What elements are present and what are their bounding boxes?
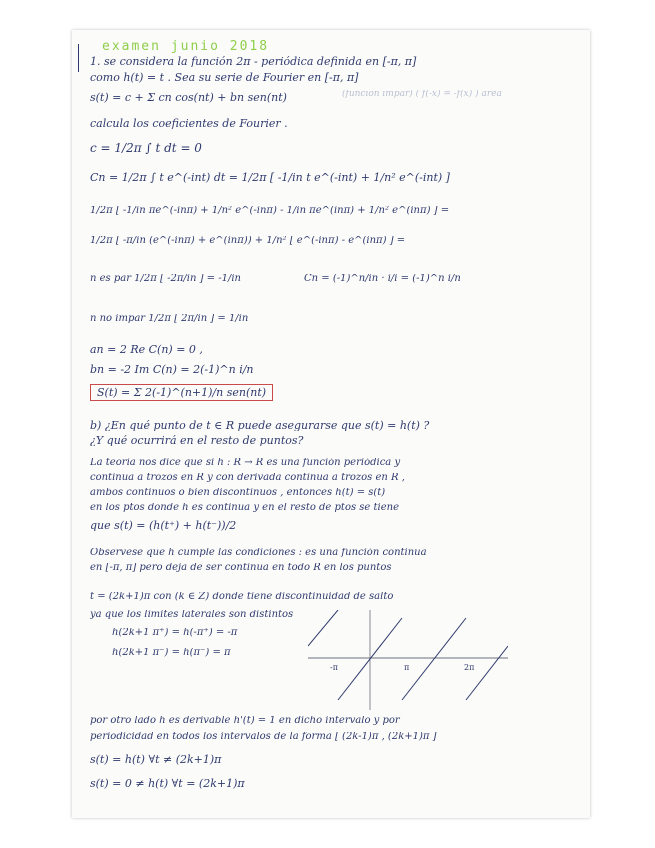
handwritten-line: La teoría nos dice que si h : R → R es una función periódica y <box>90 458 401 468</box>
handwritten-line: b) ¿En qué punto de t ∈ R puede asegurarse que s(t) = h(t) ? <box>90 420 430 431</box>
handwritten-line: periodicidad en todos los intervalos de la forma [ (2k-1)π , (2k+1)π ] <box>90 732 437 742</box>
handwritten-line: por otro lado h es derivable h'(t) = 1 en dicho intervalo y por <box>90 716 400 726</box>
handwritten-line: Cn = (-1)^n/in · i/i = (-1)^n i/n <box>304 274 461 284</box>
handwritten-line: Cn = 1/2π ∫ t e^(-int) dt = 1/2π [ -1/in t e^(-int) + 1/n² e^(-int) ] <box>90 172 450 183</box>
handwritten-line: calcula los coeficientes de Fourier . <box>90 118 288 129</box>
handwritten-line: c = 1/2π ∫ t dt = 0 <box>90 142 202 154</box>
margin-note: (función impar) ( f(-x) = -f(x) ) área <box>342 90 502 99</box>
sawtooth-graph <box>308 610 508 710</box>
handwritten-line: s(t) = c + Σ cn cos(nt) + bn sen(nt) <box>90 92 287 103</box>
margin-mark <box>78 44 79 72</box>
handwritten-line: 1. se considera la función 2π - periódica definida en [-π, π] <box>90 56 417 67</box>
graph-segment <box>466 646 508 700</box>
graph-segment <box>402 618 466 700</box>
handwritten-line: n no impar 1/2π [ 2π/in ] = 1/in <box>90 314 249 324</box>
handwritten-line: Observese que h cumple las condiciones : es una función continua <box>90 548 427 558</box>
handwritten-line: n es par 1/2π [ -2π/in ] = -1/in <box>90 274 241 284</box>
handwritten-line: bn = -2 Im C(n) = 2(-1)^n i/n <box>90 364 254 375</box>
handwritten-line: h(2k+1 π⁻) = h(π⁻) = π <box>112 648 231 658</box>
graph-segment <box>308 610 338 646</box>
handwritten-line: h(2k+1 π⁺) = h(-π⁺) = -π <box>112 628 238 638</box>
graph-label: 2π <box>464 663 475 672</box>
handwritten-line: ambos continuos o bien discontinuos , entonces h(t) = s(t) <box>90 488 386 498</box>
handwritten-line: 1/2π [ -π/in (e^(-inπ) + e^(inπ)) + 1/n² [ e^(-inπ) - e^(inπ) ] = <box>90 236 406 246</box>
handwritten-line: ¿Y qué ocurrirá en el resto de puntos? <box>90 435 304 446</box>
handwritten-line: continua a trozos en R y con derivada continua a trozos en R , <box>90 473 405 483</box>
handwritten-line: ya que los límites laterales son distintos <box>90 610 294 620</box>
handwritten-line: 1/2π [ -1/in πe^(-inπ) + 1/n² e^(-inπ) - 1/in πe^(inπ) + 1/n² e^(inπ) ] = <box>90 206 450 216</box>
graph-label: π <box>404 663 410 672</box>
handwritten-line: como h(t) = t . Sea su serie de Fourier en [-π, π] <box>90 72 359 83</box>
handwritten-line: que s(t) = (h(t⁺) + h(t⁻))/2 <box>90 520 237 531</box>
notebook-page <box>72 30 590 818</box>
handwritten-line: s(t) = h(t) ∀t ≠ (2k+1)π <box>90 754 222 765</box>
handwritten-line: s(t) = 0 ≠ h(t) ∀t = (2k+1)π <box>90 778 245 789</box>
handwritten-line: an = 2 Re C(n) = 0 , <box>90 344 203 355</box>
boxed-result: S(t) = Σ 2(-1)^(n+1)/n sen(nt) <box>90 384 273 401</box>
fourier-series-result <box>90 384 590 401</box>
graph-label: -π <box>330 663 338 672</box>
handwritten-line: en [-π, π] pero deja de ser continua en todo R en los puntos <box>90 563 392 573</box>
exam-title: examen junio 2018 <box>102 40 270 53</box>
handwritten-line: en los ptos donde h es continua y en el resto de ptos se tiene <box>90 503 400 513</box>
handwritten-line: t = (2k+1)π con (k ∈ Z) donde tiene discontinuidad de salto <box>90 592 394 602</box>
